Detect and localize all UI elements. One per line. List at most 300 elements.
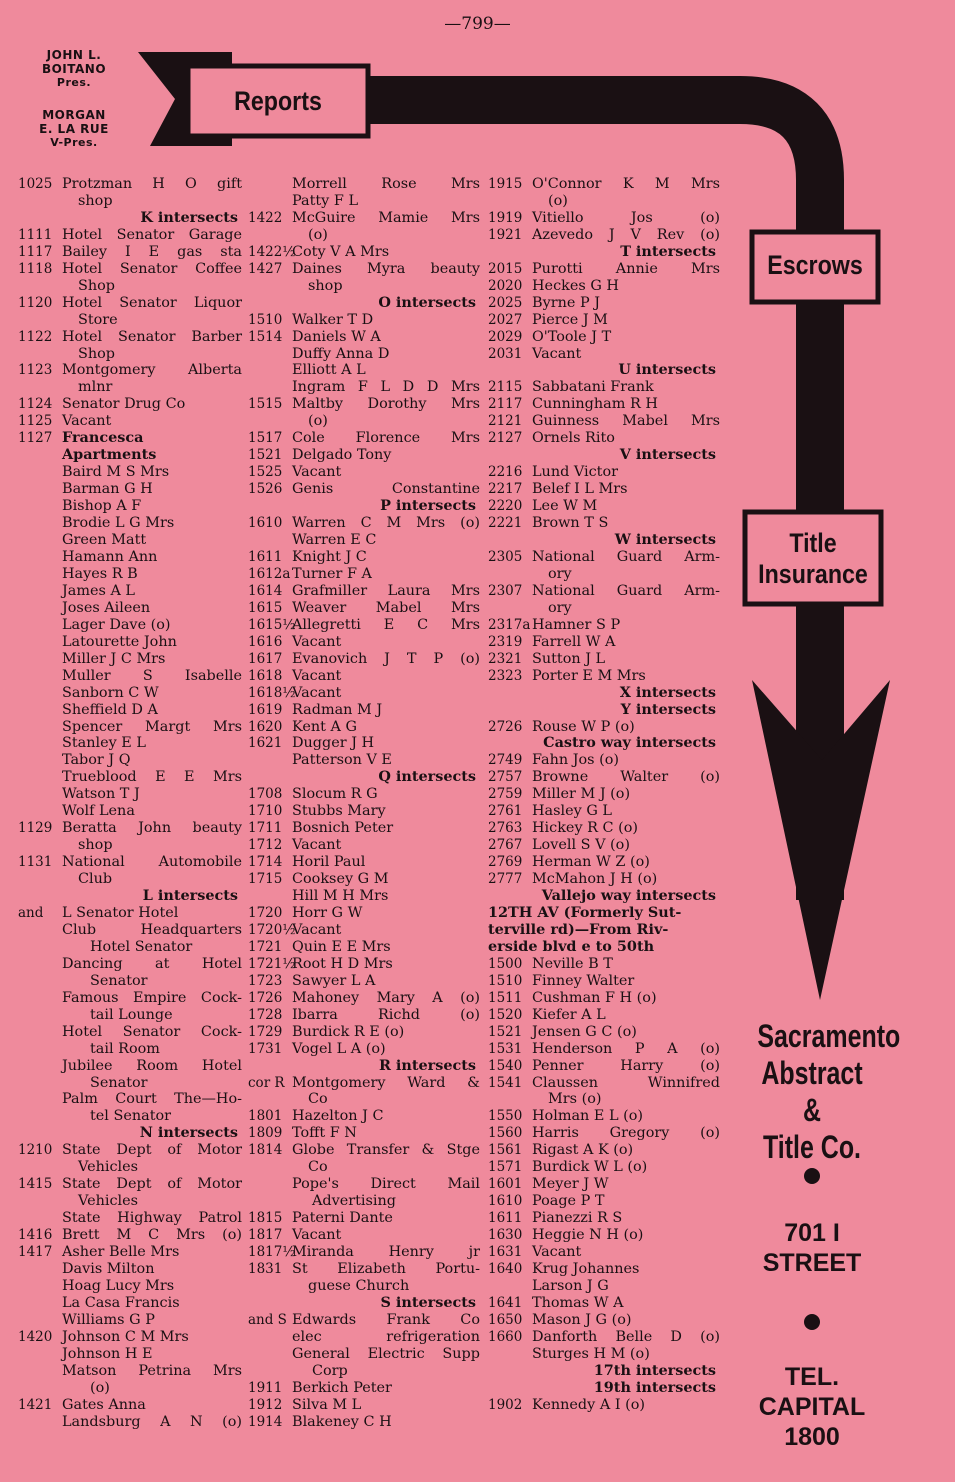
entry-continuation: Vehicles xyxy=(78,1159,139,1176)
directory-entry xyxy=(488,803,720,820)
house-number xyxy=(18,617,62,634)
directory-entry xyxy=(18,752,242,769)
resident-name: Hickey R C (o) xyxy=(532,820,639,837)
directory-entry xyxy=(248,244,480,261)
directory-entry xyxy=(18,1176,242,1193)
resident-name: Slocum R G xyxy=(292,786,378,803)
directory-entry xyxy=(18,532,242,549)
directory-entry xyxy=(248,210,480,227)
house-number xyxy=(248,1329,292,1346)
directory-entry xyxy=(488,1295,720,1312)
resident-name: Palm Court The—Ho- xyxy=(62,1091,242,1108)
directory-entry xyxy=(248,990,480,1007)
resident-name: Sabbatani Frank xyxy=(532,379,654,396)
house-number: 1526 xyxy=(248,481,283,498)
officer-first-name: JOHN L. xyxy=(46,48,102,62)
cross-street-heading: V intersects xyxy=(619,446,716,464)
house-number xyxy=(18,752,62,769)
directory-entry xyxy=(488,430,720,447)
directory-column-1 xyxy=(18,176,242,1431)
entry-continuation: Vehicles xyxy=(78,1193,139,1210)
directory-entry xyxy=(18,1346,242,1363)
directory-entry xyxy=(248,922,480,939)
house-number xyxy=(248,346,292,363)
house-number xyxy=(18,1091,62,1108)
house-number xyxy=(18,1210,62,1227)
house-number: 2769 xyxy=(488,854,523,871)
directory-entry xyxy=(18,1227,242,1244)
house-number: 1421 xyxy=(18,1396,53,1413)
resident-name: Gates Anna xyxy=(62,1396,146,1413)
resident-name: Azevedo J V Rev (o) xyxy=(532,226,720,243)
house-number: 1416 xyxy=(18,1227,53,1244)
house-number xyxy=(18,702,62,719)
resident-name: Bailey I E gas sta xyxy=(62,243,242,260)
directory-entry xyxy=(488,786,720,803)
house-number: 2307 xyxy=(488,582,523,599)
directory-entry xyxy=(488,261,720,278)
house-number xyxy=(18,549,62,566)
house-number: 1123 xyxy=(18,362,53,379)
resident-name: Hoag Lucy Mrs xyxy=(62,1277,175,1294)
house-number: 1420 xyxy=(18,1328,53,1345)
resident-name: Cole Florence Mrs xyxy=(292,430,480,447)
title-insurance-banner xyxy=(755,528,872,590)
directory-entry xyxy=(248,888,480,905)
house-number xyxy=(18,1024,62,1041)
directory-entry xyxy=(488,1024,720,1041)
directory-entry xyxy=(248,430,480,447)
house-number: 1712 xyxy=(248,837,283,854)
house-number: 2321 xyxy=(488,650,523,667)
house-number: 1520 xyxy=(488,1006,523,1023)
advertiser-line1: Sacramento xyxy=(757,1018,901,1054)
house-number xyxy=(18,1363,62,1380)
house-number: 1422½ xyxy=(248,243,296,260)
house-number: 1726 xyxy=(248,989,283,1006)
cross-street-heading: K intersects xyxy=(140,208,238,226)
directory-entry xyxy=(18,430,242,464)
bullet-dot xyxy=(804,1314,820,1330)
directory-entry xyxy=(248,651,480,668)
officer-last-name: E. LA RUE xyxy=(39,122,109,136)
house-number: 1515 xyxy=(248,396,283,413)
directory-entry xyxy=(18,634,242,651)
directory-entry xyxy=(248,566,480,583)
house-number: 1902 xyxy=(488,1396,523,1413)
house-number: 2127 xyxy=(488,430,523,447)
entry-continuation: Corp xyxy=(312,1362,348,1379)
street-heading: erside blvd e to 50th xyxy=(488,937,655,955)
resident-name: Francesca Apartments xyxy=(62,429,157,464)
house-number: 1122 xyxy=(18,328,53,345)
directory-entry xyxy=(488,278,720,295)
house-number: 1612a xyxy=(248,565,291,582)
directory-entry xyxy=(248,549,480,566)
house-number: 1118 xyxy=(18,260,53,277)
directory-entry xyxy=(488,1312,720,1329)
house-number xyxy=(18,1278,62,1295)
directory-entry xyxy=(488,1159,720,1176)
house-number xyxy=(18,481,62,498)
directory-entry xyxy=(18,362,242,379)
phone-line3: 1800 xyxy=(784,1423,840,1451)
resident-name: Hill M H Mrs xyxy=(292,888,389,905)
resident-name: Horil Paul xyxy=(292,854,366,871)
directory-entry xyxy=(18,329,242,346)
address-line2: STREET xyxy=(762,1249,862,1277)
house-number: 1817 xyxy=(248,1227,283,1244)
resident-name: O'Connor K M Mrs xyxy=(532,176,720,192)
officer-title: Pres. xyxy=(56,76,92,89)
resident-name: Baird M S Mrs xyxy=(62,464,170,481)
resident-name: Ibarra Richd (o) xyxy=(292,1006,480,1023)
house-number: 1514 xyxy=(248,328,283,345)
entry-continuation: mlnr xyxy=(78,379,113,396)
directory-entry xyxy=(18,1091,242,1108)
resident-name: Meyer J W xyxy=(532,1176,609,1193)
house-number: 1915 xyxy=(488,176,523,192)
house-number: 1521 xyxy=(248,447,283,464)
directory-entry xyxy=(248,464,480,481)
resident-name: Hasley G L xyxy=(532,803,612,820)
resident-name: Hamner S P xyxy=(532,616,621,633)
resident-name: Coty V A Mrs xyxy=(292,243,390,260)
cross-street-heading: T intersects xyxy=(620,242,716,260)
house-number xyxy=(18,685,62,702)
resident-name: Tabor J Q xyxy=(62,752,131,769)
resident-name: Radman M J xyxy=(292,701,383,718)
directory-entry xyxy=(248,396,480,413)
directory-entry xyxy=(488,329,720,346)
resident-name: Guinness Mabel Mrs xyxy=(532,413,720,430)
house-number: 1641 xyxy=(488,1294,523,1311)
house-number: and S xyxy=(248,1311,287,1328)
house-number: 2117 xyxy=(488,396,523,413)
house-number: 1550 xyxy=(488,1108,523,1125)
resident-name: Ingram F L D D Mrs xyxy=(292,379,480,396)
house-number: 2015 xyxy=(488,260,523,277)
resident-name: Genis Constantine xyxy=(292,481,480,498)
resident-name: Miller J C Mrs xyxy=(62,650,166,667)
cross-street-heading: P intersects xyxy=(380,497,476,515)
house-number: 1631 xyxy=(488,1244,523,1261)
house-number: 1630 xyxy=(488,1227,523,1244)
house-number xyxy=(18,1058,62,1075)
resident-name: Vacant xyxy=(292,837,342,854)
house-number: 1640 xyxy=(488,1261,523,1277)
house-number xyxy=(18,600,62,617)
directory-entry xyxy=(18,820,242,837)
directory-entry xyxy=(248,583,480,600)
directory-entry xyxy=(488,346,720,363)
advertiser-address xyxy=(742,1218,882,1278)
directory-entry xyxy=(488,1007,720,1024)
resident-name: Sutton J L xyxy=(532,650,606,667)
resident-name: Jensen G C (o) xyxy=(532,1023,637,1040)
house-number: 1117 xyxy=(18,243,53,260)
house-number: 1921 xyxy=(488,226,523,243)
cross-street-heading: Vallejo way intersects xyxy=(541,887,716,905)
resident-name: Weaver Mabel Mrs xyxy=(292,599,480,616)
directory-entry xyxy=(18,1329,242,1346)
resident-name: Sheffield D A xyxy=(62,701,158,718)
resident-name: Rouse W P (o) xyxy=(532,718,635,735)
house-number: 1729 xyxy=(248,1023,283,1040)
directory-entry xyxy=(488,820,720,837)
directory-entry xyxy=(18,261,242,278)
directory-entry xyxy=(248,481,480,498)
resident-name: Trueblood E E Mrs xyxy=(62,769,242,786)
directory-entry xyxy=(18,1244,242,1261)
resident-name: Famous Empire Cock- xyxy=(62,989,242,1006)
directory-entry xyxy=(248,329,480,346)
directory-entry xyxy=(248,1007,480,1024)
directory-entry xyxy=(488,1346,720,1363)
resident-name: Protzman H O gift xyxy=(62,176,242,192)
house-number: 1427 xyxy=(248,260,283,277)
house-number: 1510 xyxy=(248,311,283,328)
resident-name: Purotti Annie Mrs xyxy=(532,260,720,277)
house-number: 1621 xyxy=(248,735,283,752)
directory-entry xyxy=(248,532,480,549)
house-number: 1125 xyxy=(18,413,53,430)
directory-entry xyxy=(248,1397,480,1414)
officer-first-name: MORGAN xyxy=(42,108,106,122)
resident-name: Hotel Senator Barber xyxy=(62,328,242,345)
resident-name: Burdick R E (o) xyxy=(292,1023,405,1040)
phone-line1: TEL. xyxy=(784,1363,840,1391)
house-number: 1711 xyxy=(248,820,283,837)
house-number xyxy=(18,634,62,651)
resident-name: Vacant xyxy=(62,413,112,430)
resident-name: Patterson V E xyxy=(292,752,392,769)
page-number: —799— xyxy=(444,14,511,34)
house-number xyxy=(18,1312,62,1329)
house-number: 1708 xyxy=(248,786,283,803)
house-number: 1120 xyxy=(18,294,53,311)
directory-entry xyxy=(248,1261,480,1278)
house-number: 1560 xyxy=(488,1125,523,1142)
reports-banner: Reports xyxy=(234,86,322,116)
directory-entry xyxy=(18,1363,242,1380)
directory-entry xyxy=(488,176,720,193)
directory-entry xyxy=(18,498,242,515)
directory-entry xyxy=(248,1108,480,1125)
resident-name: Quin E E Mrs xyxy=(292,938,391,955)
address-line1: 701 I xyxy=(784,1219,840,1247)
house-number: 2726 xyxy=(488,718,523,735)
directory-entry xyxy=(18,617,242,634)
resident-name: Vacant xyxy=(292,921,342,938)
house-number: 2761 xyxy=(488,803,523,820)
house-number: 1714 xyxy=(248,854,283,871)
cross-street-heading: X intersects xyxy=(619,683,716,701)
house-number: 1610 xyxy=(488,1193,523,1210)
phone-line2: CAPITAL xyxy=(758,1393,866,1421)
resident-name: Poage P T xyxy=(532,1193,605,1210)
house-number: 1614 xyxy=(248,582,283,599)
house-number: 1911 xyxy=(248,1379,283,1396)
house-number xyxy=(488,1278,532,1295)
house-number xyxy=(18,769,62,786)
resident-name: Delgado Tony xyxy=(292,447,392,464)
house-number: 2777 xyxy=(488,871,523,888)
house-number: 1129 xyxy=(18,820,53,837)
house-number: 1801 xyxy=(248,1108,283,1125)
directory-entry xyxy=(488,871,720,888)
resident-name: Kennedy A I (o) xyxy=(532,1396,645,1413)
house-number xyxy=(18,1261,62,1278)
house-number: 2323 xyxy=(488,667,523,684)
resident-name: Montgomery Alberta xyxy=(62,362,242,379)
directory-entry xyxy=(488,1142,720,1159)
resident-name: Spencer Margt Mrs xyxy=(62,718,242,735)
directory-entry xyxy=(488,549,720,566)
resident-name: Brown T S xyxy=(532,515,609,532)
house-number: 1111 xyxy=(18,226,53,243)
directory-entry xyxy=(488,837,720,854)
resident-name: Berkich Peter xyxy=(292,1379,392,1396)
house-number: 2121 xyxy=(488,413,523,430)
advertiser-phone xyxy=(742,1362,882,1452)
escrows-banner: Escrows xyxy=(767,250,863,280)
house-number xyxy=(18,956,62,973)
resident-name: Knight J C xyxy=(292,548,367,565)
resident-name: Blakeney C H xyxy=(292,1413,392,1430)
house-number: 1710 xyxy=(248,803,283,820)
house-number: 1720 xyxy=(248,904,283,921)
resident-name: Evanovich J T P (o) xyxy=(292,650,480,667)
resident-name: Sturges H M (o) xyxy=(532,1345,650,1362)
house-number: 2763 xyxy=(488,820,523,837)
directory-entry xyxy=(488,1193,720,1210)
resident-name: O'Toole J T xyxy=(532,328,612,345)
directory-entry xyxy=(18,464,242,481)
resident-name: Silva M L xyxy=(292,1396,362,1413)
directory-column-3 xyxy=(488,176,720,1414)
house-number: 1616 xyxy=(248,633,283,650)
house-number: 1615½ xyxy=(248,616,296,633)
house-number: 1715 xyxy=(248,871,283,888)
directory-entry xyxy=(248,261,480,278)
resident-name: Brodie L G Mrs xyxy=(62,515,175,532)
house-number xyxy=(18,1295,62,1312)
house-number: 1721½ xyxy=(248,955,296,972)
directory-entry xyxy=(248,1176,480,1193)
directory-entry xyxy=(18,735,242,752)
house-number: 1619 xyxy=(248,701,283,718)
resident-name: Kent A G xyxy=(292,718,357,735)
house-number: and xyxy=(18,904,44,921)
resident-name: Heckes G H xyxy=(532,277,619,294)
entry-continuation: shop xyxy=(308,277,343,294)
resident-name: Claussen Winnifred xyxy=(532,1074,720,1091)
house-number: 1571 xyxy=(488,1159,523,1176)
house-number xyxy=(18,1414,62,1431)
bullet-dot xyxy=(804,1168,820,1184)
directory-entry xyxy=(488,719,720,736)
entry-continuation: Senator xyxy=(90,1074,148,1091)
resident-name: Cunningham R H xyxy=(532,396,658,413)
cross-street-heading: Y intersects xyxy=(620,700,716,718)
resident-name: Asher Belle Mrs xyxy=(62,1244,180,1261)
directory-entry xyxy=(248,1227,480,1244)
directory-entry xyxy=(18,600,242,617)
resident-name: Beratta John beauty xyxy=(62,820,242,837)
house-number: cor R xyxy=(248,1074,285,1091)
house-number: 2217 xyxy=(488,481,523,498)
resident-name: Joses Aileen xyxy=(62,599,151,616)
resident-name: Cushman F H (o) xyxy=(532,989,657,1006)
directory-entry xyxy=(488,312,720,329)
resident-name: McGuire Mamie Mrs xyxy=(292,209,480,226)
directory-entry xyxy=(18,702,242,719)
house-number: 1912 xyxy=(248,1396,283,1413)
resident-name: Lovell S V (o) xyxy=(532,837,630,854)
entry-continuation: shop xyxy=(78,837,113,854)
resident-name: Harris Gregory (o) xyxy=(532,1125,720,1142)
entry-continuation: tel Senator xyxy=(90,1108,172,1125)
house-number: 2031 xyxy=(488,345,523,362)
house-number: 2216 xyxy=(488,464,523,481)
resident-name: Club Headquarters xyxy=(62,921,242,938)
house-number: 2759 xyxy=(488,786,523,803)
entry-continuation: (o) xyxy=(548,192,568,209)
directory-entry xyxy=(18,685,242,702)
resident-name: James A L xyxy=(62,582,135,599)
directory-entry xyxy=(488,1278,720,1295)
resident-name: Hotel Senator Garage xyxy=(62,226,242,243)
resident-name: Stanley E L xyxy=(62,735,146,752)
directory-entry xyxy=(248,1210,480,1227)
house-number xyxy=(18,719,62,736)
resident-name: Latourette John xyxy=(62,633,177,650)
entry-continuation: (o) xyxy=(308,413,328,430)
entry-continuation: Hotel Senator xyxy=(90,938,193,955)
resident-name: Belef I L Mrs xyxy=(532,481,628,498)
house-number: 1131 xyxy=(18,854,53,871)
house-number: 2319 xyxy=(488,633,523,650)
house-number: 1615 xyxy=(248,599,283,616)
directory-entry xyxy=(248,346,480,363)
house-number xyxy=(248,193,292,210)
resident-name: elec refrigeration xyxy=(292,1328,480,1345)
resident-name: Bosnich Peter xyxy=(292,820,394,837)
house-number: 1809 xyxy=(248,1125,283,1142)
directory-entry xyxy=(248,1244,480,1261)
house-number: 1914 xyxy=(248,1413,283,1430)
resident-name: Grafmiller Laura Mrs xyxy=(292,582,480,599)
resident-name: Hotel Senator Liquor xyxy=(62,294,242,311)
entry-continuation: Senator xyxy=(90,972,148,989)
resident-name: Green Matt xyxy=(62,532,147,549)
directory-entry xyxy=(18,905,242,922)
house-number xyxy=(18,668,62,685)
resident-name: Ornels Rito xyxy=(532,430,615,447)
directory-entry xyxy=(248,1312,480,1329)
cross-street-heading: N intersects xyxy=(139,1124,238,1142)
resident-name: Herman W Z (o) xyxy=(532,854,650,871)
house-number: 2749 xyxy=(488,752,523,769)
resident-name: Kiefer A L xyxy=(532,1006,606,1023)
cross-street-heading: 19th intersects xyxy=(593,1378,716,1396)
house-number xyxy=(248,532,292,549)
directory-entry xyxy=(488,1227,720,1244)
resident-name: Warren E C xyxy=(292,532,377,549)
house-number: 1618 xyxy=(248,667,283,684)
directory-entry xyxy=(488,413,720,430)
